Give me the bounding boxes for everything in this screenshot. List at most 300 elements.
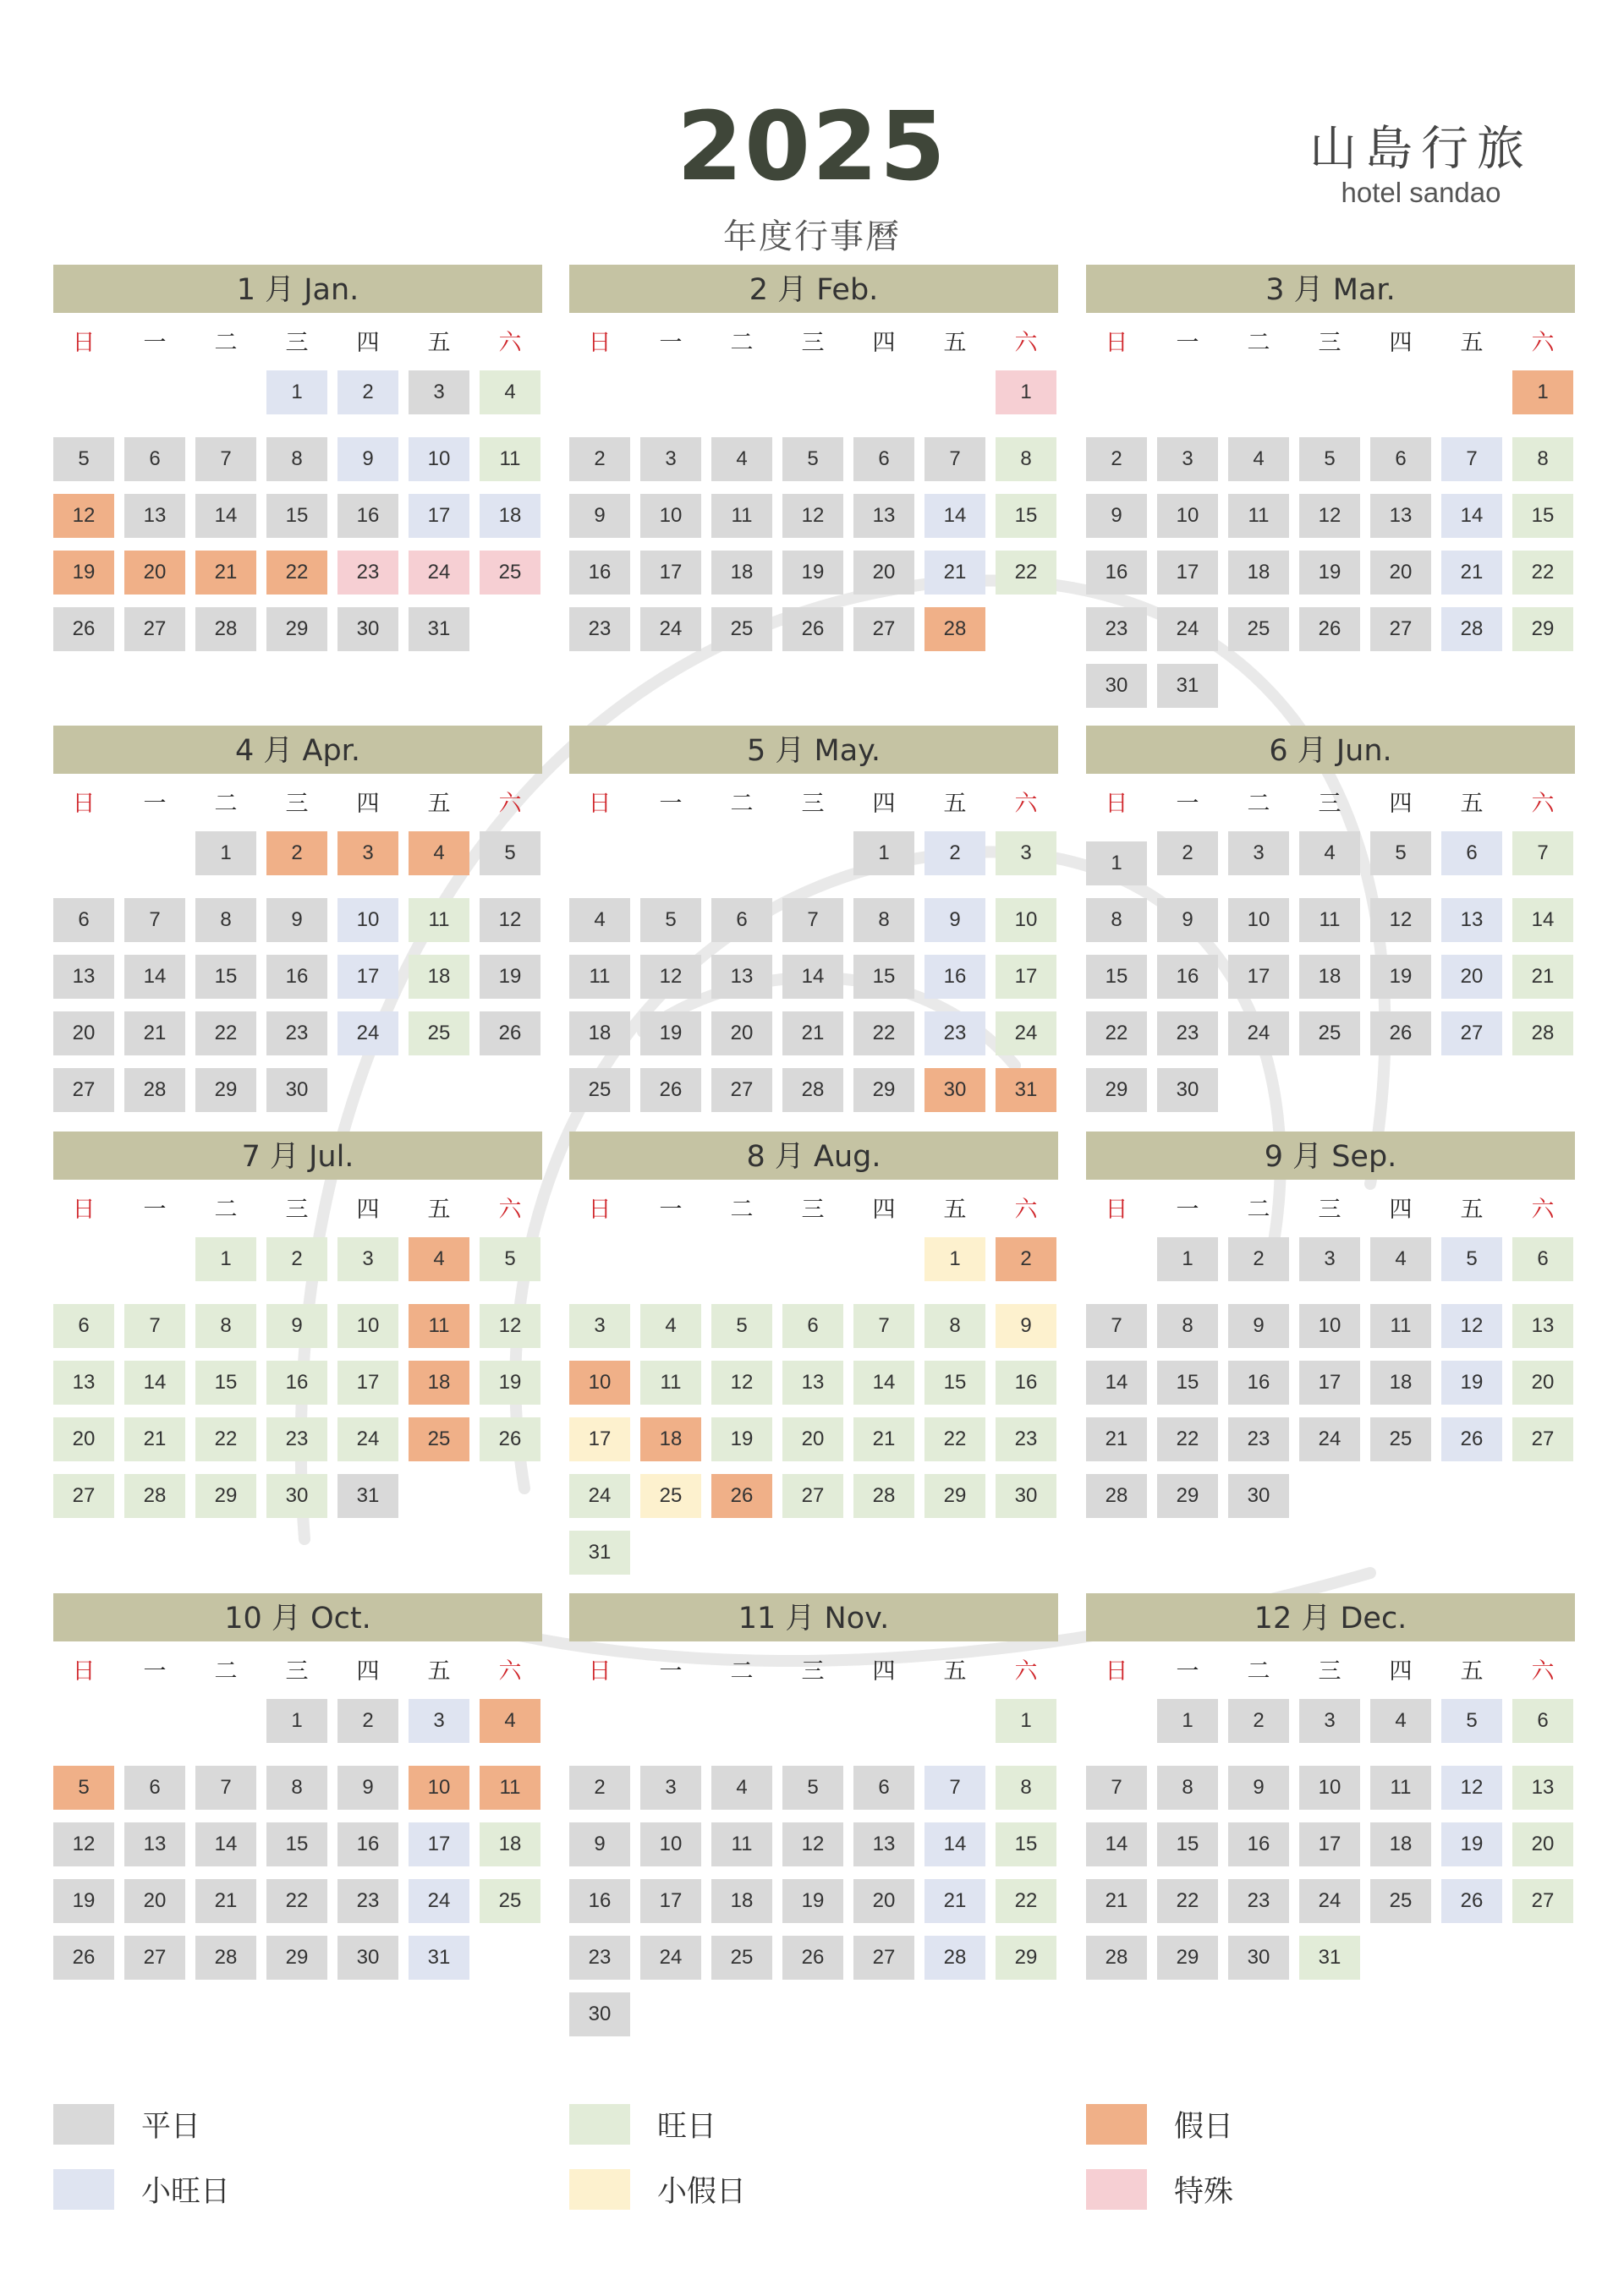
weekday-label: 四 — [356, 791, 380, 817]
day-cell: 5 — [1299, 437, 1360, 481]
weekday-label: 日 — [1105, 1197, 1128, 1223]
day-cell: 30 — [1157, 1068, 1218, 1112]
day-cell: 7 — [195, 437, 256, 481]
month-calendar — [53, 726, 542, 1112]
month-calendar — [569, 1593, 1058, 2036]
day-cell: 28 — [1441, 607, 1502, 651]
empty-cell — [53, 1709, 114, 1753]
day-cell: 23 — [569, 607, 630, 651]
day-cell: 13 — [711, 955, 772, 999]
day-cell: 15 — [996, 494, 1056, 538]
day-cell: 8 — [195, 898, 256, 942]
day-cell: 2 — [569, 437, 630, 481]
day-cell: 9 — [996, 1304, 1056, 1348]
day-cell: 10 — [409, 1766, 469, 1810]
day-cell: 25 — [1370, 1417, 1431, 1461]
day-cell: 20 — [782, 1417, 843, 1461]
day-cell: 21 — [853, 1417, 914, 1461]
day-cell: 4 — [711, 437, 772, 481]
day-cell: 3 — [337, 831, 398, 875]
legend-label: 小假日 — [657, 2175, 747, 2209]
month-grid — [569, 790, 1058, 1112]
day-cell: 10 — [337, 1304, 398, 1348]
day-cell: 1 — [1086, 841, 1147, 885]
weekday-label: 一 — [659, 1197, 683, 1223]
day-cell: 16 — [337, 494, 398, 538]
day-cell: 25 — [1228, 607, 1289, 651]
day-cell: 2 — [996, 1237, 1056, 1281]
day-cell: 21 — [1512, 955, 1573, 999]
day-cell: 8 — [1086, 898, 1147, 942]
day-cell: 8 — [266, 1766, 327, 1810]
month-grid — [53, 329, 542, 651]
day-cell: 16 — [569, 1879, 630, 1923]
day-cell: 12 — [711, 1361, 772, 1405]
day-cell: 2 — [337, 370, 398, 414]
day-cell: 24 — [337, 1011, 398, 1055]
day-cell: 29 — [1157, 1474, 1218, 1518]
legend-item — [1086, 2103, 1233, 2145]
empty-cell — [853, 1699, 914, 1743]
day-cell: 11 — [1370, 1304, 1431, 1348]
month-grid — [1086, 1658, 1575, 1980]
day-cell: 11 — [1228, 494, 1289, 538]
weekday-label: 一 — [659, 330, 683, 356]
day-cell: 8 — [195, 1304, 256, 1348]
day-cell: 20 — [1441, 955, 1502, 999]
day-cell: 5 — [1441, 1237, 1502, 1281]
day-cell: 29 — [1086, 1068, 1147, 1112]
weekday-label: 六 — [1014, 1197, 1038, 1223]
day-cell: 24 — [640, 1936, 701, 1980]
day-cell: 16 — [266, 955, 327, 999]
day-cell: 10 — [996, 898, 1056, 942]
day-cell: 16 — [1228, 1822, 1289, 1866]
day-cell: 17 — [1157, 551, 1218, 595]
day-cell: 9 — [337, 1766, 398, 1810]
weekday-label: 一 — [1176, 791, 1199, 817]
day-cell: 26 — [1441, 1879, 1502, 1923]
day-cell: 11 — [569, 955, 630, 999]
weekday-label: 五 — [943, 1658, 967, 1685]
weekday-label: 六 — [1014, 1658, 1038, 1685]
weekday-label: 日 — [588, 1658, 612, 1685]
day-cell: 6 — [1512, 1699, 1573, 1743]
day-cell: 11 — [711, 494, 772, 538]
day-cell: 5 — [782, 437, 843, 481]
day-cell: 11 — [1299, 898, 1360, 942]
day-cell: 7 — [853, 1304, 914, 1348]
day-cell: 21 — [1086, 1417, 1147, 1461]
weekday-label: 五 — [427, 1658, 451, 1685]
empty-cell — [711, 1699, 772, 1743]
day-cell: 15 — [853, 955, 914, 999]
month-calendar — [53, 1132, 542, 1518]
day-cell: 17 — [1299, 1822, 1360, 1866]
day-cell: 21 — [124, 1011, 185, 1055]
legend-swatch — [569, 2104, 630, 2145]
day-cell: 3 — [409, 1699, 469, 1743]
day-cell: 26 — [711, 1474, 772, 1518]
weekday-label: 四 — [1389, 1658, 1413, 1685]
day-cell: 24 — [569, 1474, 630, 1518]
day-cell: 19 — [53, 551, 114, 595]
day-cell: 24 — [409, 551, 469, 595]
day-cell: 9 — [1086, 494, 1147, 538]
day-cell: 27 — [1441, 1011, 1502, 1055]
empty-cell — [53, 1247, 114, 1291]
empty-cell — [569, 381, 630, 425]
month-grid — [53, 1196, 542, 1518]
day-cell: 13 — [124, 494, 185, 538]
day-cell: 31 — [1157, 664, 1218, 708]
day-cell: 16 — [924, 955, 985, 999]
weekday-label: 二 — [1247, 1658, 1270, 1685]
weekday-label: 二 — [730, 1658, 754, 1685]
day-cell: 30 — [337, 1936, 398, 1980]
weekday-label: 四 — [1389, 791, 1413, 817]
weekday-label: 六 — [498, 330, 522, 356]
day-cell: 6 — [1512, 1237, 1573, 1281]
day-cell: 4 — [711, 1766, 772, 1810]
day-cell: 1 — [996, 1699, 1056, 1743]
day-cell: 4 — [409, 831, 469, 875]
day-cell: 10 — [640, 1822, 701, 1866]
month-title: 6 月 Jun. — [1086, 726, 1575, 774]
weekday-label: 六 — [1531, 1658, 1555, 1685]
weekday-label: 二 — [730, 330, 754, 356]
weekday-label: 一 — [1176, 1658, 1199, 1685]
weekday-label: 五 — [943, 1197, 967, 1223]
empty-cell — [640, 1237, 701, 1281]
day-cell: 13 — [1370, 494, 1431, 538]
day-cell: 15 — [1512, 494, 1573, 538]
day-cell: 30 — [996, 1474, 1056, 1518]
day-cell: 27 — [124, 607, 185, 651]
weekday-label: 六 — [1531, 791, 1555, 817]
month-calendar — [1086, 1593, 1575, 1980]
day-cell: 20 — [124, 1879, 185, 1923]
day-cell: 6 — [853, 437, 914, 481]
day-cell: 25 — [480, 551, 540, 595]
empty-cell — [924, 370, 985, 414]
weekday-label: 日 — [72, 1658, 96, 1685]
day-cell: 19 — [1441, 1361, 1502, 1405]
day-cell: 10 — [1228, 898, 1289, 942]
day-cell: 18 — [1370, 1361, 1431, 1405]
month-calendar — [569, 726, 1058, 1112]
day-cell: 1 — [266, 370, 327, 414]
weekday-label: 日 — [588, 1197, 612, 1223]
day-cell: 19 — [480, 955, 540, 999]
empty-cell — [1228, 370, 1289, 414]
day-cell: 22 — [853, 1011, 914, 1055]
day-cell: 6 — [782, 1304, 843, 1348]
weekday-label: 五 — [427, 1197, 451, 1223]
empty-cell — [1086, 1709, 1147, 1753]
month-calendar — [1086, 1132, 1575, 1518]
weekday-label: 六 — [1531, 330, 1555, 356]
day-cell: 23 — [996, 1417, 1056, 1461]
day-cell: 10 — [640, 494, 701, 538]
day-cell: 1 — [195, 831, 256, 875]
day-cell: 13 — [1512, 1766, 1573, 1810]
day-cell: 22 — [1157, 1417, 1218, 1461]
weekday-label: 三 — [285, 791, 309, 817]
day-cell: 25 — [711, 1936, 772, 1980]
day-cell: 1 — [1157, 1699, 1218, 1743]
day-cell: 12 — [1441, 1766, 1502, 1810]
day-cell: 27 — [1512, 1417, 1573, 1461]
day-cell: 26 — [53, 1936, 114, 1980]
day-cell: 26 — [1370, 1011, 1431, 1055]
empty-cell — [1157, 370, 1218, 414]
weekday-label: 三 — [285, 1197, 309, 1223]
empty-cell — [640, 1699, 701, 1743]
day-cell: 4 — [1370, 1237, 1431, 1281]
empty-cell — [569, 841, 630, 885]
day-cell: 6 — [53, 898, 114, 942]
day-cell: 18 — [1228, 551, 1289, 595]
day-cell: 28 — [124, 1474, 185, 1518]
day-cell: 12 — [1370, 898, 1431, 942]
empty-cell — [1370, 370, 1431, 414]
day-cell: 17 — [996, 955, 1056, 999]
day-cell: 6 — [1441, 831, 1502, 875]
day-cell: 25 — [1299, 1011, 1360, 1055]
weekday-label: 六 — [498, 1658, 522, 1685]
weekday-label: 三 — [285, 1658, 309, 1685]
day-cell: 20 — [1370, 551, 1431, 595]
day-cell: 22 — [266, 1879, 327, 1923]
day-cell: 23 — [266, 1011, 327, 1055]
day-cell: 3 — [640, 1766, 701, 1810]
weekday-label: 五 — [1460, 1197, 1484, 1223]
day-cell: 19 — [640, 1011, 701, 1055]
day-cell: 11 — [409, 898, 469, 942]
day-cell: 9 — [924, 898, 985, 942]
day-cell: 30 — [569, 1992, 630, 2036]
day-cell: 31 — [1299, 1936, 1360, 1980]
day-cell: 26 — [1441, 1417, 1502, 1461]
month-title: 8 月 Aug. — [569, 1132, 1058, 1180]
day-cell: 13 — [853, 494, 914, 538]
day-cell: 29 — [195, 1474, 256, 1518]
day-cell: 17 — [1228, 955, 1289, 999]
empty-cell — [782, 370, 843, 414]
calendar-subtitle: 年度行事曆 — [723, 217, 901, 256]
day-cell: 13 — [124, 1822, 185, 1866]
weekday-label: 二 — [730, 1197, 754, 1223]
day-cell: 5 — [711, 1304, 772, 1348]
weekday-label: 一 — [659, 1658, 683, 1685]
month-title: 4 月 Apr. — [53, 726, 542, 774]
day-cell: 25 — [409, 1417, 469, 1461]
day-cell: 16 — [996, 1361, 1056, 1405]
legend-item — [1086, 2168, 1233, 2211]
empty-cell — [782, 1237, 843, 1281]
empty-cell — [1441, 370, 1502, 414]
weekday-label: 四 — [872, 1658, 896, 1685]
day-cell: 12 — [640, 955, 701, 999]
day-cell: 17 — [640, 551, 701, 595]
day-cell: 8 — [1512, 437, 1573, 481]
legend-swatch — [569, 2169, 630, 2210]
weekday-label: 二 — [730, 791, 754, 817]
day-cell: 15 — [924, 1361, 985, 1405]
day-cell: 23 — [337, 551, 398, 595]
day-cell: 29 — [266, 607, 327, 651]
day-cell: 26 — [480, 1417, 540, 1461]
month-grid — [569, 329, 1058, 651]
day-cell: 23 — [924, 1011, 985, 1055]
day-cell: 14 — [195, 1822, 256, 1866]
empty-cell — [1086, 381, 1147, 425]
day-cell: 30 — [266, 1474, 327, 1518]
day-cell: 22 — [195, 1011, 256, 1055]
day-cell: 17 — [409, 1822, 469, 1866]
day-cell: 26 — [782, 607, 843, 651]
day-cell: 8 — [266, 437, 327, 481]
day-cell: 3 — [337, 1237, 398, 1281]
day-cell: 7 — [195, 1766, 256, 1810]
weekday-label: 日 — [72, 791, 96, 817]
day-cell: 11 — [409, 1304, 469, 1348]
weekday-label: 四 — [356, 1658, 380, 1685]
day-cell: 13 — [53, 1361, 114, 1405]
weekday-label: 四 — [872, 791, 896, 817]
day-cell: 24 — [1228, 1011, 1289, 1055]
day-cell: 13 — [853, 1822, 914, 1866]
day-cell: 15 — [266, 1822, 327, 1866]
day-cell: 28 — [195, 1936, 256, 1980]
day-cell: 28 — [782, 1068, 843, 1112]
day-cell: 19 — [1441, 1822, 1502, 1866]
day-cell: 23 — [1086, 607, 1147, 651]
day-cell: 18 — [409, 1361, 469, 1405]
weekday-label: 二 — [1247, 330, 1270, 356]
day-cell: 31 — [409, 1936, 469, 1980]
day-cell: 1 — [195, 1237, 256, 1281]
day-cell: 14 — [853, 1361, 914, 1405]
legend-item — [569, 2168, 746, 2211]
day-cell: 4 — [480, 370, 540, 414]
empty-cell — [853, 1237, 914, 1281]
day-cell: 12 — [53, 1822, 114, 1866]
day-cell: 11 — [480, 1766, 540, 1810]
day-cell: 2 — [1086, 437, 1147, 481]
month-grid — [53, 790, 542, 1112]
weekday-label: 日 — [72, 1197, 96, 1223]
day-cell: 30 — [337, 607, 398, 651]
day-cell: 27 — [53, 1474, 114, 1518]
legend-label: 特殊 — [1174, 2175, 1234, 2209]
day-cell: 2 — [1157, 831, 1218, 875]
day-cell: 18 — [480, 494, 540, 538]
empty-cell — [569, 1247, 630, 1291]
day-cell: 28 — [1086, 1474, 1147, 1518]
weekday-label: 二 — [214, 1197, 238, 1223]
day-cell: 10 — [569, 1361, 630, 1405]
day-cell: 25 — [480, 1879, 540, 1923]
empty-cell — [53, 841, 114, 885]
empty-cell — [1299, 370, 1360, 414]
day-cell: 27 — [53, 1068, 114, 1112]
empty-cell — [124, 831, 185, 875]
weekday-label: 一 — [143, 1197, 167, 1223]
weekday-label: 四 — [1389, 330, 1413, 356]
weekday-label: 一 — [143, 791, 167, 817]
day-cell: 11 — [711, 1822, 772, 1866]
weekday-label: 二 — [214, 330, 238, 356]
day-cell: 21 — [195, 551, 256, 595]
day-cell: 15 — [195, 955, 256, 999]
day-cell: 1 — [266, 1699, 327, 1743]
empty-cell — [195, 1699, 256, 1743]
day-cell: 7 — [924, 437, 985, 481]
day-cell: 8 — [996, 437, 1056, 481]
day-cell: 13 — [1441, 898, 1502, 942]
day-cell: 29 — [1512, 607, 1573, 651]
day-cell: 2 — [1228, 1237, 1289, 1281]
month-grid — [1086, 1196, 1575, 1518]
day-cell: 18 — [1370, 1822, 1431, 1866]
weekday-label: 日 — [1105, 1658, 1128, 1685]
day-cell: 24 — [1157, 607, 1218, 651]
day-cell: 14 — [1086, 1361, 1147, 1405]
day-cell: 20 — [853, 551, 914, 595]
day-cell: 20 — [53, 1417, 114, 1461]
day-cell: 9 — [266, 898, 327, 942]
day-cell: 3 — [1299, 1699, 1360, 1743]
legend-swatch — [53, 2169, 114, 2210]
weekday-label: 六 — [498, 1197, 522, 1223]
day-cell: 31 — [337, 1474, 398, 1518]
month-calendar — [1086, 726, 1575, 1112]
day-cell: 10 — [1157, 494, 1218, 538]
day-cell: 31 — [996, 1068, 1056, 1112]
day-cell: 26 — [480, 1011, 540, 1055]
empty-cell — [195, 370, 256, 414]
day-cell: 30 — [266, 1068, 327, 1112]
day-cell: 25 — [409, 1011, 469, 1055]
day-cell: 8 — [1157, 1766, 1218, 1810]
day-cell: 15 — [996, 1822, 1056, 1866]
day-cell: 19 — [480, 1361, 540, 1405]
day-cell: 14 — [924, 1822, 985, 1866]
empty-cell — [124, 1237, 185, 1281]
day-cell: 8 — [1157, 1304, 1218, 1348]
day-cell: 7 — [1441, 437, 1502, 481]
day-cell: 2 — [569, 1766, 630, 1810]
day-cell: 24 — [1299, 1879, 1360, 1923]
day-cell: 21 — [924, 551, 985, 595]
legend-label: 假日 — [1174, 2110, 1234, 2144]
day-cell: 1 — [996, 370, 1056, 414]
day-cell: 18 — [711, 551, 772, 595]
day-cell: 26 — [782, 1936, 843, 1980]
day-cell: 19 — [782, 551, 843, 595]
month-title: 2 月 Feb. — [569, 265, 1058, 313]
day-cell: 20 — [711, 1011, 772, 1055]
day-cell: 13 — [782, 1361, 843, 1405]
day-cell: 24 — [640, 607, 701, 651]
day-cell: 17 — [409, 494, 469, 538]
day-cell: 16 — [1086, 551, 1147, 595]
day-cell: 2 — [1228, 1699, 1289, 1743]
day-cell: 7 — [924, 1766, 985, 1810]
weekday-label: 日 — [588, 791, 612, 817]
